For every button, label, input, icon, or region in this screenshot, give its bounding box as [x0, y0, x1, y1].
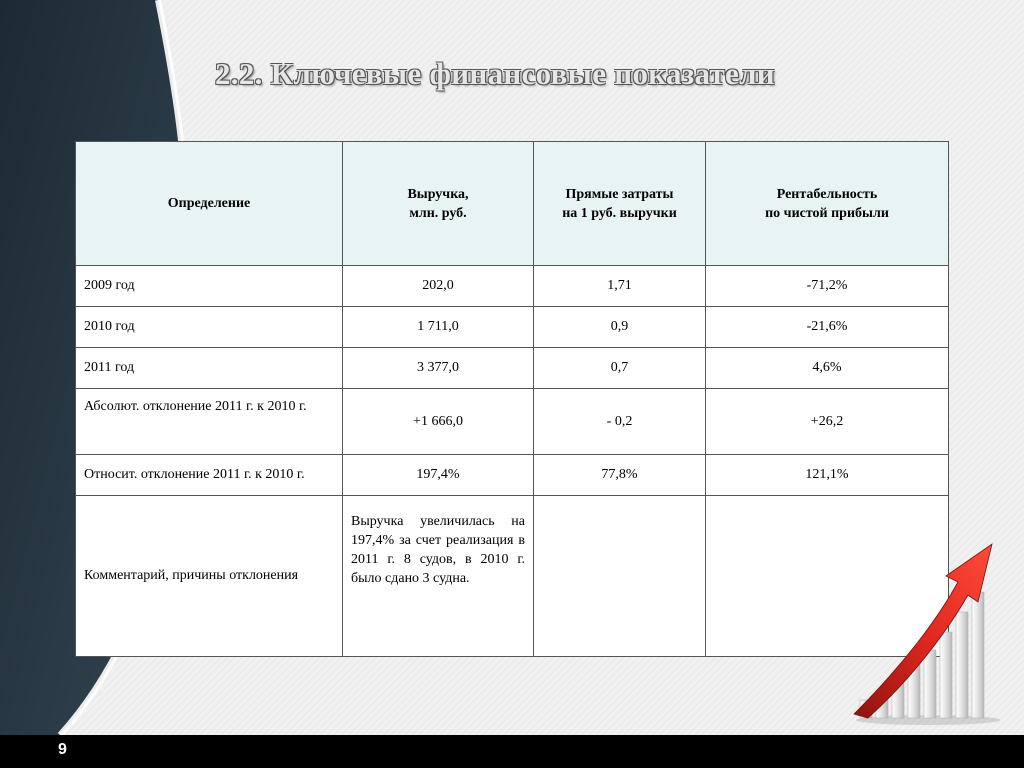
cell-costs: 77,8%: [534, 455, 706, 496]
header-net-profitability: Рентабельность по чистой прибыли: [706, 142, 949, 266]
row-label: 2011 год: [76, 348, 343, 389]
cell-costs: - 0,2: [534, 389, 706, 455]
cell-revenue: 197,4%: [343, 455, 534, 496]
cell-profitability: -21,6%: [706, 307, 949, 348]
table-row: [76, 348, 949, 389]
header-definition: Определение: [76, 142, 343, 266]
cell-revenue: 1 711,0: [343, 307, 534, 348]
header-direct-costs: Прямые затраты на 1 руб. выручки: [534, 142, 706, 266]
row-label: 2010 год: [76, 307, 343, 348]
financial-indicators-table: [75, 141, 949, 657]
cell-profitability: +26,2: [706, 389, 949, 455]
cell-profitability: 4,6%: [706, 348, 949, 389]
row-label: Комментарий, причины отклонения: [76, 496, 343, 657]
header-revenue: Выручка, млн. руб.: [343, 142, 534, 266]
cell-costs: 0,9: [534, 307, 706, 348]
cell-costs: [534, 496, 706, 657]
row-label: Относит. отклонение 2011 г. к 2010 г.: [76, 455, 343, 496]
cell-costs: 1,71: [534, 266, 706, 307]
growth-arrow-chart-icon: [850, 540, 1000, 725]
table-header-row: [76, 142, 949, 266]
table-row: [76, 307, 949, 348]
table-row: [76, 496, 949, 657]
row-label: Абсолют. отклонение 2011 г. к 2010 г.: [76, 389, 343, 455]
cell-revenue: 202,0: [343, 266, 534, 307]
table-row: [76, 455, 949, 496]
slide-title: 2.2. Ключевые финансовые показатели: [215, 56, 775, 91]
page-number: 9: [58, 741, 67, 758]
table-row: [76, 389, 949, 455]
cell-revenue: 3 377,0: [343, 348, 534, 389]
slide-footer-bar: [0, 735, 1024, 768]
cell-profitability: -71,2%: [706, 266, 949, 307]
cell-comment: Выручка увеличилась на 197,4% за счет реализация в 2011 г. 8 судов, в 2010 г. было сдано 3 судна.: [343, 496, 534, 657]
cell-costs: 0,7: [534, 348, 706, 389]
table-row: [76, 266, 949, 307]
cell-profitability: 121,1%: [706, 455, 949, 496]
cell-revenue: +1 666,0: [343, 389, 534, 455]
row-label: 2009 год: [76, 266, 343, 307]
